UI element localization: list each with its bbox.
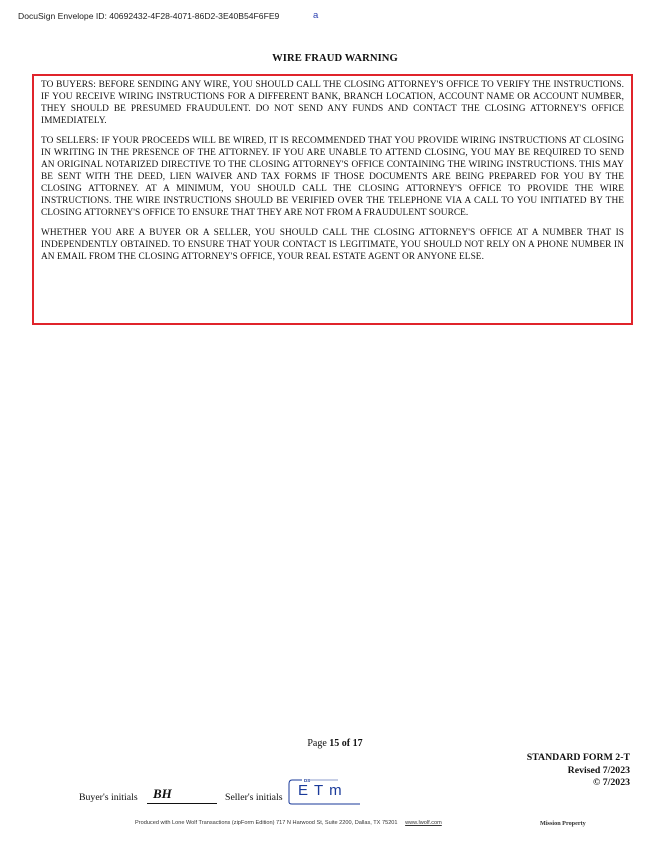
footer-produced: Produced with Lone Wolf Transactions (zipForm Edition) 717 N Harwood St, Suite 2200, Dallas, TX 75201	[135, 820, 398, 826]
page-current: 15	[329, 738, 340, 749]
footer-url-link[interactable]: www.lwolf.com	[405, 820, 442, 826]
envelope-marker: a	[313, 10, 319, 21]
page-label: Page	[307, 738, 327, 749]
buyers-paragraph: TO BUYERS: BEFORE SENDING ANY WIRE, YOU SHOULD CALL THE CLOSING ATTORNEY'S OFFICE TO VERIFY THE INSTRUCTIONS. IF YOU RECEIVE WIRING INSTRUCTIONS FOR A DIFFERENT BANK, BRANCH LOCATION, ACCOUNT NAME OR ACCOUNT NUMBER, THEY SHOULD BE PRESUMED FRAUDULENT. DO NOT SEND ANY FUNDS AND CONTACT THE CLOSING ATTORNEY'S OFFICE IMMEDIATELY.	[41, 80, 624, 126]
seller-initials-label: Seller's initials	[225, 792, 283, 803]
buyer-initials-line	[147, 803, 217, 804]
form-info	[527, 752, 630, 790]
seller-initials-field[interactable]: ETm	[298, 782, 348, 799]
buyer-initials-field[interactable]: BH	[153, 786, 172, 801]
wire-fraud-warning-box	[32, 74, 633, 325]
envelope-id	[18, 10, 319, 21]
page-title: WIRE FRAUD WARNING	[272, 53, 398, 64]
sellers-paragraph: TO SELLERS: IF YOUR PROCEEDS WILL BE WIRED, IT IS RECOMMENDED THAT YOU PROVIDE WIRING INSTRUCTIONS AT CLOSING IN WRITING IN THE PRESENCE OF THE ATTORNEY. IF YOU ARE UNABLE TO ATTEND CLOSING, YOU MAY BE REQUIRED TO SEND AN ORIGINAL NOTARIZED DIRECTIVE TO THE CLOSING ATTORNEY'S OFFICE CONTAINING THE WIRING INSTRUCTIONS. THIS MAY BE SENT WITH THE DEED, LIEN WAIVER AND TAX FORMS IF THOSE DOCUMENTS ARE BEING PREPARED FOR YOU BY THE CLOSING ATTORNEY. AT A MINIMUM, YOU SHOULD CALL THE CLOSING ATTORNEY'S OFFICE TO PROVIDE THE WIRE INSTRUCTIONS. THE WIRE INSTRUCTIONS SHOULD BE VERIFIED OVER THE TELEPHONE VIA A CALL TO YOU INITIATED BY THE CLOSING ATTORNEY'S OFFICE TO ENSURE THAT THEY ARE NOT FROM A FRAUDULENT SOURCE.	[41, 136, 624, 218]
form-copyright: © 7/2023	[593, 777, 630, 789]
envelope-id-text: DocuSign Envelope ID: 40692432-4F28-4071-86D2-3E40B54F6FE9	[18, 11, 280, 21]
footer-property: Mission Property	[540, 820, 586, 827]
form-name: STANDARD FORM 2-T	[526, 752, 630, 763]
buyer-initials-label: Buyer's initials	[79, 792, 138, 803]
form-revised: Revised 7/2023	[567, 764, 630, 776]
both-paragraph: WHETHER YOU ARE A BUYER OR A SELLER, YOU SHOULD CALL THE CLOSING ATTORNEY'S OFFICE AT A NUMBER THAT IS INDEPENDENTLY OBTAINED. TO ENSURE THAT YOUR CONTACT IS LEGITIMATE, YOU SHOULD NOT RELY ON A PHONE NUMBER IN AN EMAIL FROM THE CLOSING ATTORNEY'S OFFICE, YOUR REAL ESTATE AGENT OR ANYONE ELSE.	[41, 227, 624, 262]
page-number	[0, 738, 670, 749]
page-of: of	[341, 738, 351, 749]
footer	[135, 820, 586, 827]
page-total: 17	[352, 738, 363, 749]
docusign-ds-label: DS	[304, 778, 311, 783]
